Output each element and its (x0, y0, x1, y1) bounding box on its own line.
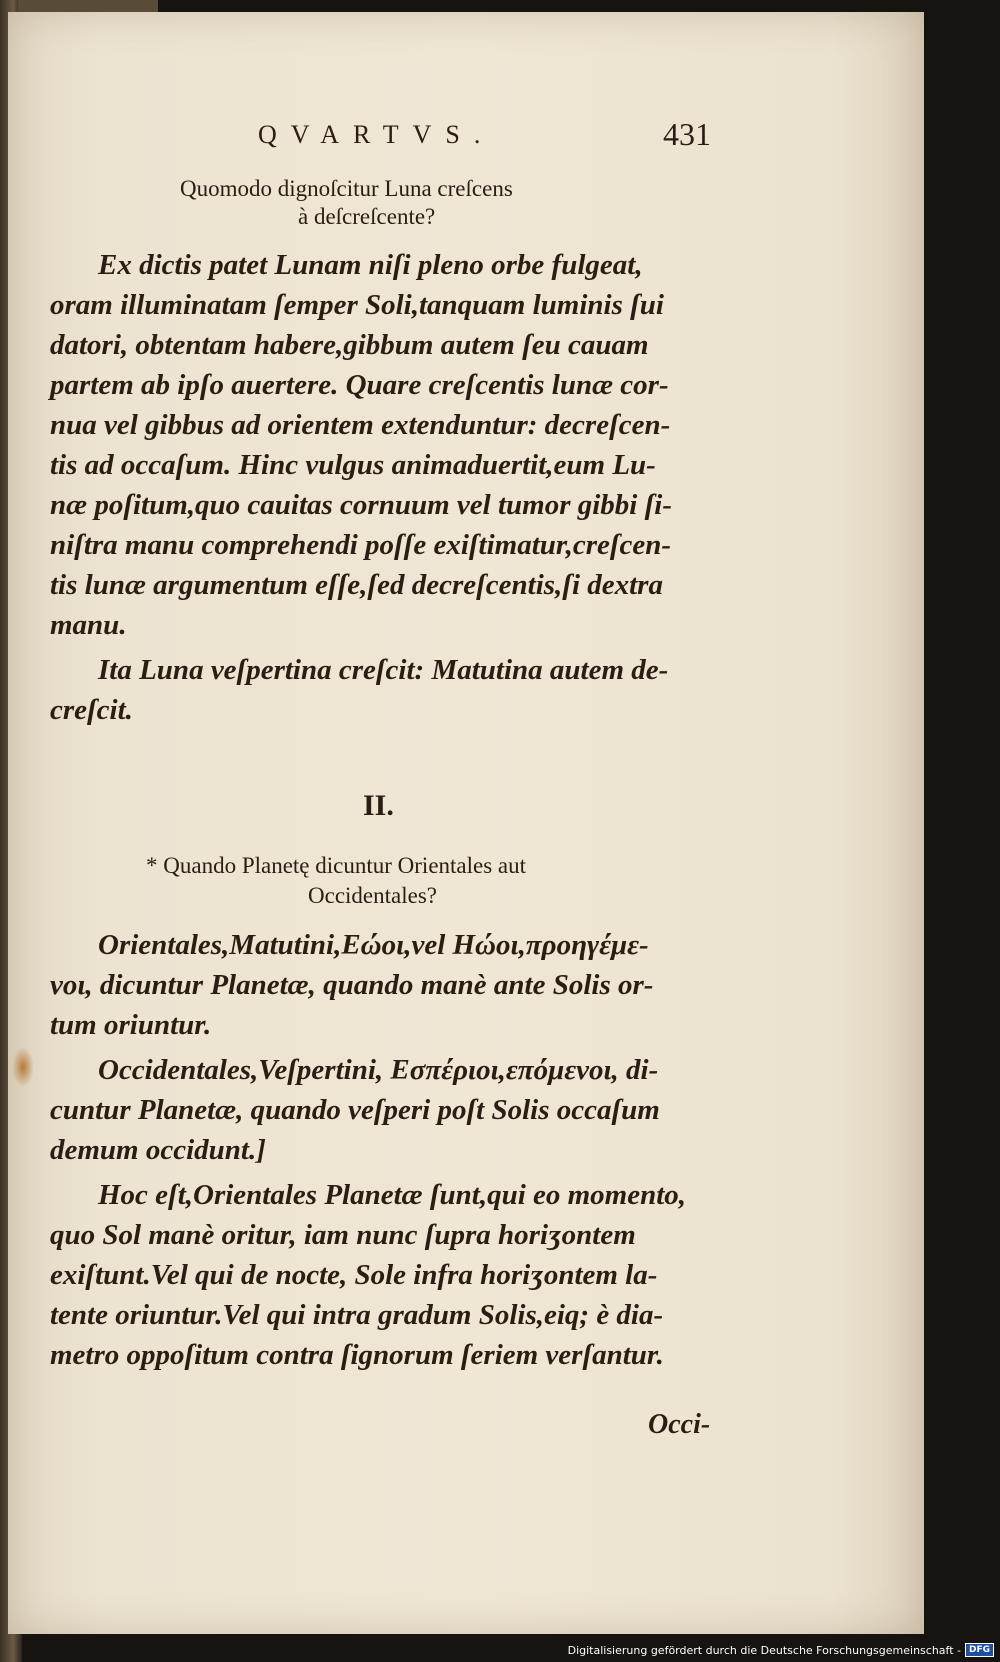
question-heading-line: Occidentales? (308, 883, 437, 908)
text-line: Occidentales,Veſpertini, Εσπέριοι,επόμενοι, di- (98, 1054, 659, 1086)
digitization-footer (568, 1641, 994, 1659)
text-line: tis ad occaſum. Hinc vulgus animaduertit,eum Lu- (50, 449, 656, 481)
text-line: creſcit. (50, 694, 133, 726)
footer-credit: Digitalisierung gefördert durch die Deutsche Forschungsgemeinschaft - (567, 1643, 961, 1657)
text-line: partem ab ipſo auertere. Quare creſcentis lunæ cor- (50, 369, 669, 401)
running-head: QVARTVS. (258, 120, 495, 149)
dfg-logo-icon: DFG (965, 1643, 994, 1657)
question-heading-line: * Quando Planetę dicuntur Orientales aut (146, 853, 527, 878)
text-line: Ex dictis patet Lunam niſi pleno orbe fulgeat, (98, 249, 643, 281)
text-line: tum oriuntur. (50, 1009, 212, 1041)
text-line: Hoc eſt,Orientales Planetæ ſunt,qui eo momento, (98, 1179, 687, 1211)
text-line: Ita Luna veſpertina creſcit: Matutina autem de- (98, 654, 669, 686)
text-line: næ poſitum,quo cauitas cornuum vel tumor gibbi ſi- (50, 489, 672, 521)
book-page (8, 12, 924, 1634)
text-line: datori, obtentam habere,gibbum autem ſeu cauam (50, 329, 649, 361)
text-line: demum occidunt.] (50, 1134, 266, 1166)
question-heading-line: à deſcreſcente? (298, 204, 436, 229)
text-line: manu. (50, 609, 127, 641)
section-number: II. (363, 789, 394, 822)
text-line: oram illuminatam ſemper Soli,tanquam luminis ſui (50, 289, 664, 321)
text-line: nua vel gibbus ad orientem extenduntur: decreſcen- (50, 409, 671, 441)
text-line: νοι, dicuntur Planetæ, quando manè ante Solis or- (50, 969, 654, 1001)
text-line: Orientales,Matutini,Εώοι,vel Ηώοι,προηγέμε- (98, 929, 649, 961)
text-line: tis lunæ argumentum eſſe,ſed decreſcentis,ſi dextra (50, 569, 663, 601)
text-line: tente oriuntur.Vel qui intra gradum Solis,eiq; è dia- (50, 1299, 664, 1331)
text-line: quo Sol manè oritur, iam nunc ſupra horiʒontem (50, 1219, 636, 1251)
text-line: exiſtunt.Vel qui de nocte, Sole infra horiʒontem la- (50, 1259, 658, 1291)
catchword: Occi- (648, 1409, 711, 1440)
text-line: cuntur Planetæ, quando veſperi poſt Solis occaſum (50, 1094, 660, 1126)
question-heading-line: Quomodo dignoſcitur Luna creſcens (180, 176, 513, 201)
paper-stain (12, 1047, 34, 1087)
text-line: metro oppoſitum contra ſignorum ſeriem verſantur. (50, 1339, 664, 1371)
text-line: niſtra manu comprehendi poſſe exiſtimatur,creſcen- (50, 529, 672, 561)
page-text (8, 12, 924, 1634)
page-number: 431 (663, 116, 711, 152)
